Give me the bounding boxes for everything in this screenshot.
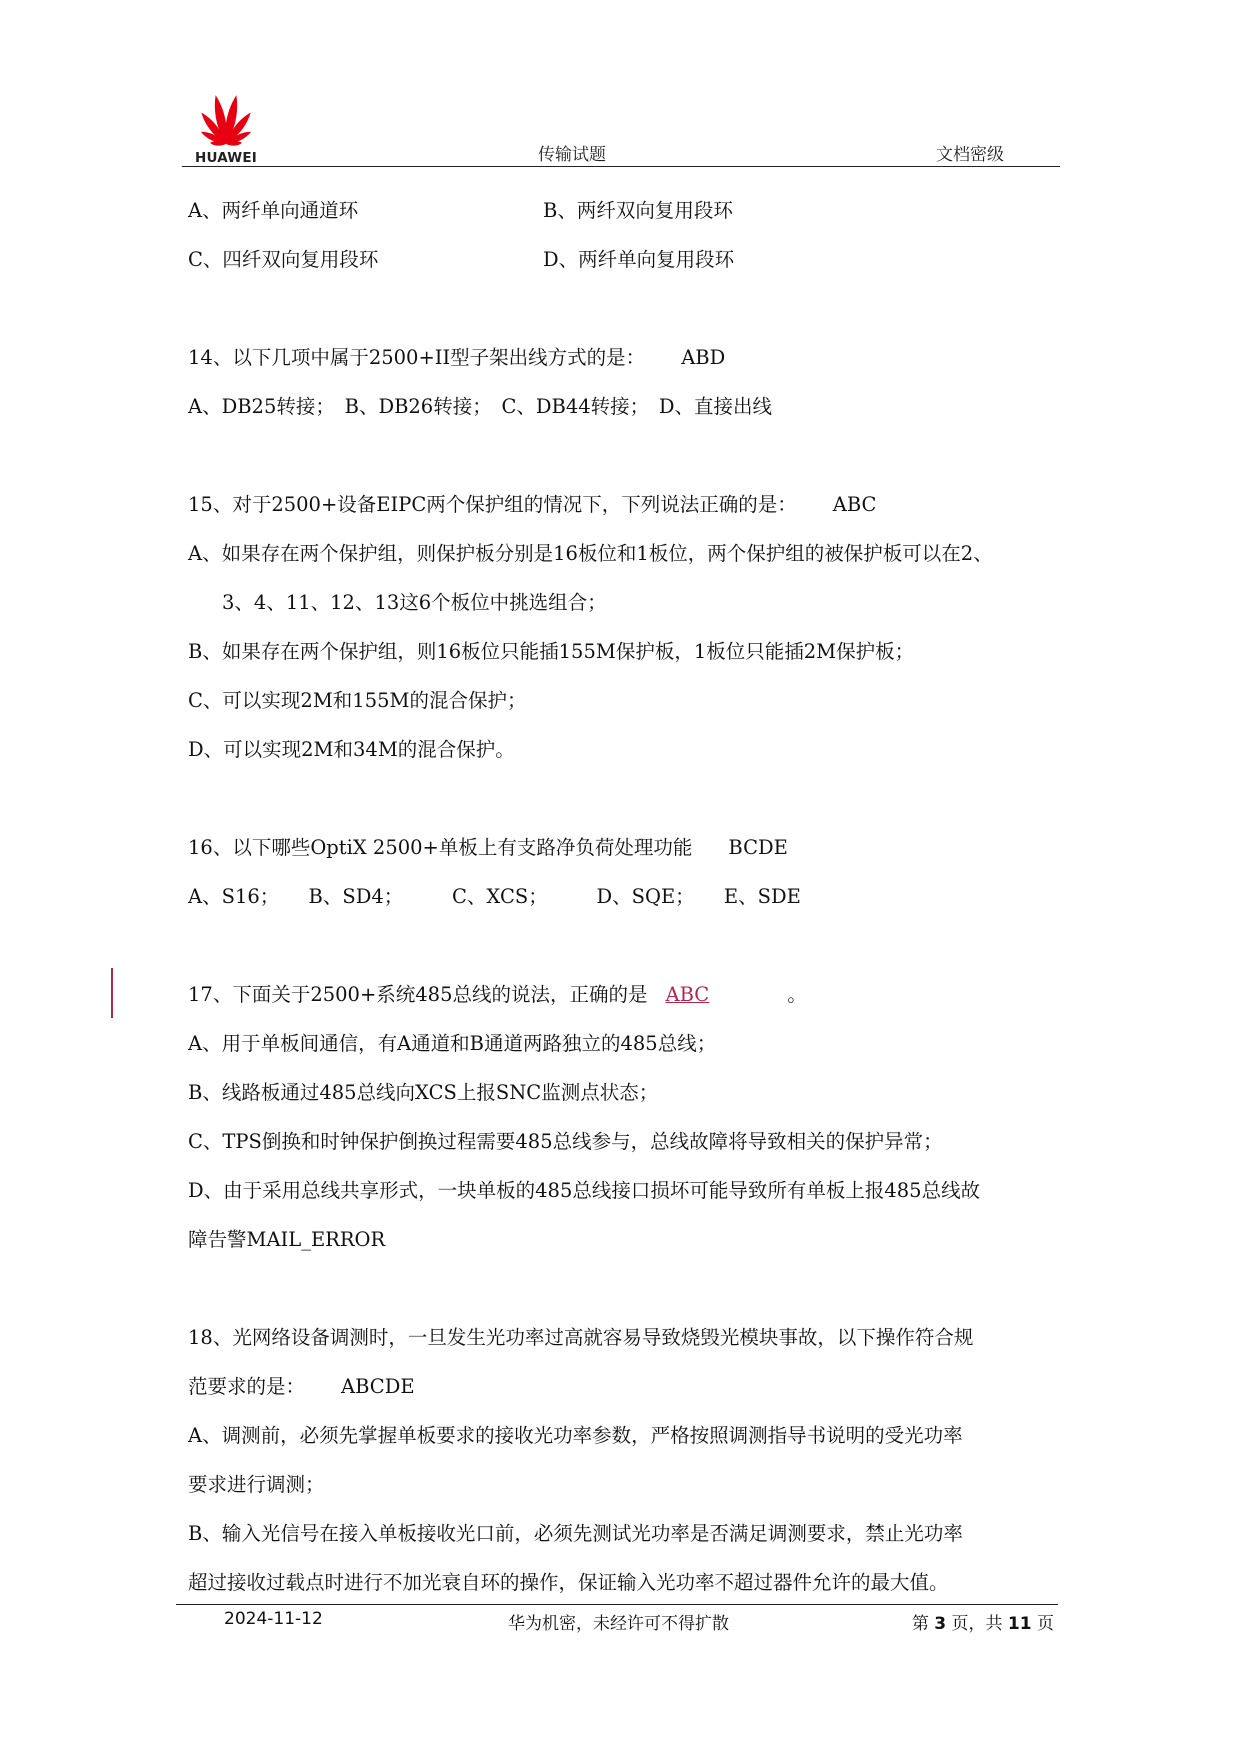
logo-text: HUAWEI <box>194 150 258 166</box>
q17-option-d: D、由于采用总线共享形式，一块单板的485总线接口损坏可能导致所有单板上报485总线故 <box>188 1179 981 1202</box>
document-body <box>188 186 1068 1607</box>
q17-period: 。 <box>787 983 807 1006</box>
q17-answer: ABC <box>665 983 710 1006</box>
page-footer <box>176 1604 1058 1635</box>
q13-option-c: C、四纤双向复用段环 <box>188 248 379 271</box>
q18-option-a-cont: 要求进行调测； <box>188 1473 325 1496</box>
q16-question-text: 16、以下哪些OptiX 2500+单板上有支路净负荷处理功能 <box>188 836 693 859</box>
q15-question <box>188 480 1068 529</box>
q17-option-a: A、用于单板间通信，有A通道和B通道两路独立的485总线； <box>188 1032 717 1055</box>
footer-date: 2024-11-12 <box>224 1609 323 1629</box>
huawei-petals-icon <box>190 88 262 146</box>
q17-question <box>188 970 1068 1019</box>
q14-options: A、DB25转接； B、DB26转接； C、DB44转接； D、直接出线 <box>188 395 773 418</box>
page-number <box>912 1609 1054 1634</box>
q13-option-b: B、两纤双向复用段环 <box>543 199 733 222</box>
page-current: 3 <box>934 1614 947 1634</box>
q15-option-a-cont: 3、4、11、12、13这6个板位中挑选组合； <box>222 591 607 614</box>
q14-question <box>188 333 1068 382</box>
q14-answer: ABD <box>681 346 726 369</box>
page-header <box>182 80 1060 167</box>
q18-option-b-cont: 超过接收过载点时进行不加光衰自环的操作，保证输入光功率不超过器件允许的最大值。 <box>188 1571 949 1594</box>
q15-option-d: D、可以实现2M和34M的混合保护。 <box>188 738 515 761</box>
q15-option-c: C、可以实现2M和155M的混合保护； <box>188 689 527 712</box>
q15-question-text: 15、对于2500+设备EIPC两个保护组的情况下，下列说法正确的是： <box>188 493 797 516</box>
q16-answer: BCDE <box>728 836 788 859</box>
q14-question-text: 14、以下几项中属于2500+II型子架出线方式的是： <box>188 346 646 369</box>
q13-options-row-2 <box>188 235 1068 284</box>
q13-option-d: D、两纤单向复用段环 <box>543 248 735 271</box>
q16-question <box>188 823 1068 872</box>
q13-option-a: A、两纤单向通道环 <box>188 199 359 222</box>
q17-question-text: 17、下面关于2500+系统485总线的说法，正确的是 <box>188 983 648 1006</box>
revision-bar <box>111 968 113 1018</box>
q18-answer: ABCDE <box>341 1375 415 1398</box>
q13-options-row-1 <box>188 186 1068 235</box>
q18-question-text-cont: 范要求的是： <box>188 1375 306 1398</box>
page-mid: 页，共 <box>951 1614 1003 1634</box>
page-prefix: 第 <box>911 1614 929 1634</box>
huawei-logo <box>186 88 266 166</box>
q18-option-b: B、输入光信号在接入单板接收光口前，必须先测试光功率是否满足调测要求，禁止光功率 <box>188 1522 963 1545</box>
q18-option-a: A、调测前，必须先掌握单板要求的接收光功率参数，严格按照调测指导书说明的受光功率 <box>188 1424 963 1447</box>
q15-option-a: A、如果存在两个保护组，则保护板分别是16板位和1板位，两个保护组的被保护板可以在2、 <box>188 542 993 565</box>
q18-question-cont <box>188 1362 1068 1411</box>
q17-option-b: B、线路板通过485总线向XCS上报SNC监测点状态； <box>188 1081 659 1104</box>
footer-notice: 华为机密，未经许可不得扩散 <box>508 1614 729 1634</box>
q15-answer: ABC <box>832 493 877 516</box>
q18-question: 18、光网络设备调测时，一旦发生光功率过高就容易导致烧毁光模块事故，以下操作符合规 <box>188 1326 974 1349</box>
page-total: 11 <box>1007 1614 1032 1634</box>
q17-option-c: C、TPS倒换和时钟保护倒换过程需要485总线参与，总线故障将导致相关的保护异常； <box>188 1130 943 1153</box>
header-classification: 文档密级 <box>936 145 1004 165</box>
header-title: 传输试题 <box>538 145 606 165</box>
q16-options: A、S16； B、SD4； C、XCS； D、SQE； E、SDE <box>188 885 801 908</box>
q17-option-d-cont: 障告警MAIL_ERROR <box>188 1228 386 1251</box>
page-suffix: 页 <box>1037 1614 1054 1634</box>
q15-option-b: B、如果存在两个保护组，则16板位只能插155M保护板，1板位只能插2M保护板； <box>188 640 915 663</box>
